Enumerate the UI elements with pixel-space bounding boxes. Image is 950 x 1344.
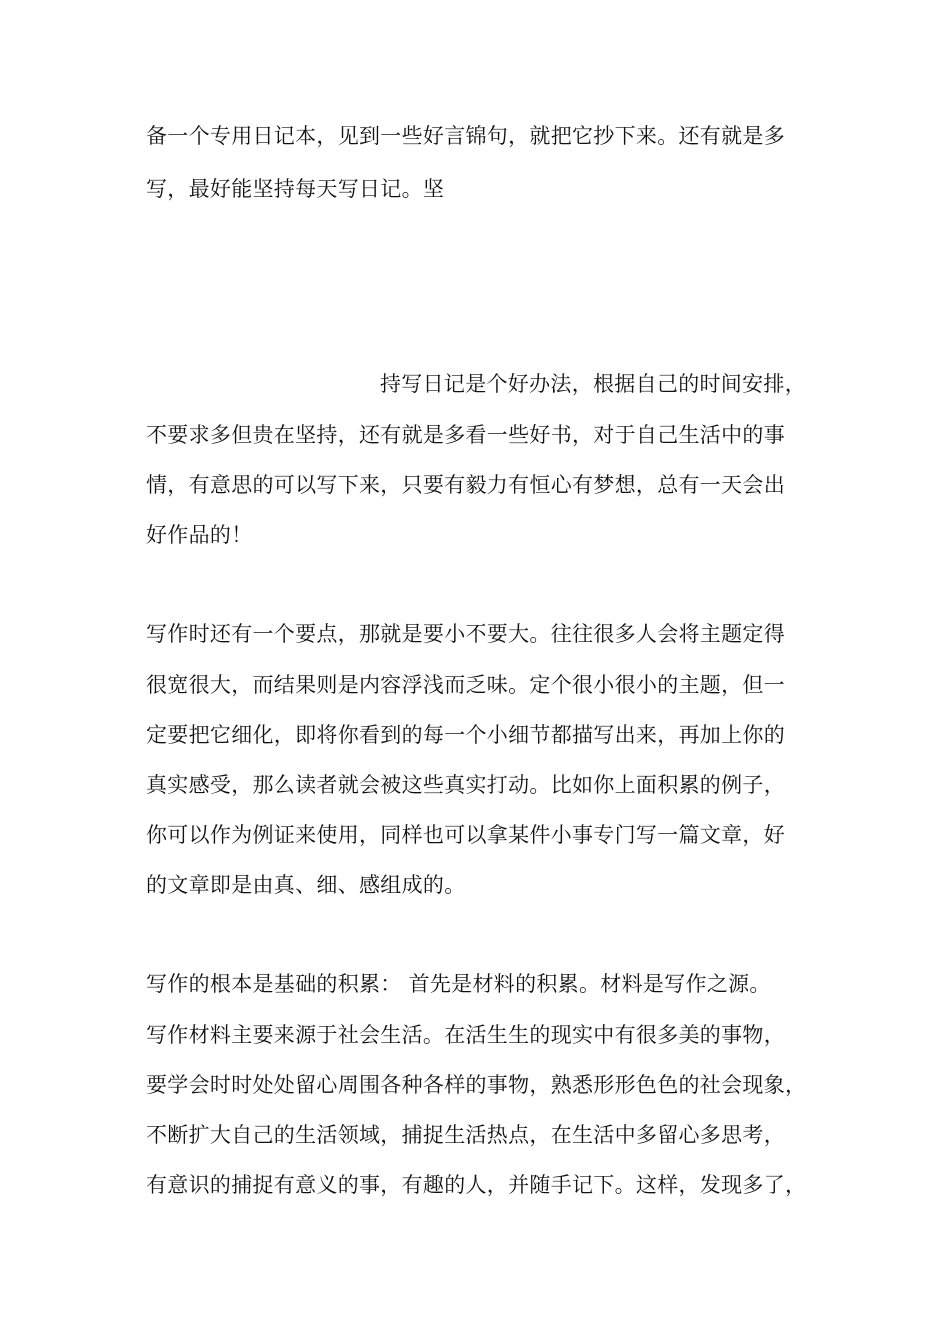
text-line: 有意识的捕捉有意义的事，有趣的人，并随手记下。这样，发现多了， (146, 1173, 807, 1197)
text-line: 的文章即是由真、细、感组成的。 (146, 873, 466, 897)
text-line: 写作时还有一个要点，那就是要小不要大。往往很多人会将主题定得 (146, 622, 785, 646)
text-line: 好作品的！ (146, 523, 253, 547)
text-line: 写作的根本是基础的积累： 首先是材料的积累。材料是写作之源。 (146, 972, 771, 996)
text-line: 不断扩大自己的生活领域，捕捉生活热点，在生活中多留心多思考， (146, 1123, 785, 1147)
text-line: 情，有意思的可以写下来，只要有毅力有恒心有梦想，总有一天会出 (146, 473, 785, 497)
text-line: 不要求多但贵在坚持，还有就是多看一些好书，对于自己生活中的事 (146, 423, 785, 447)
text-line: 你可以作为例证来使用，同样也可以拿某件小事专门写一篇文章，好 (146, 823, 785, 847)
text-line: 写，最好能坚持每天写日记。坚 (146, 177, 445, 201)
text-line: 备一个专用日记本，见到一些好言锦句，就把它抄下来。还有就是多 (146, 124, 785, 148)
text-line: 真实感受，那么读者就会被这些真实打动。比如你上面积累的例子， (146, 773, 785, 797)
text-line: 定要把它细化，即将你看到的每一个小细节都描写出来，再加上你的 (146, 723, 785, 747)
text-line: 持写日记是个好办法，根据自己的时间安排， (380, 372, 806, 396)
text-line: 写作材料主要来源于社会生活。在活生生的现实中有很多美的事物， (146, 1023, 785, 1047)
text-line: 很宽很大，而结果则是内容浮浅而乏味。定个很小很小的主题，但一 (146, 673, 785, 697)
text-line: 要学会时时处处留心周围各种各样的事物，熟悉形形色色的社会现象， (146, 1073, 807, 1097)
